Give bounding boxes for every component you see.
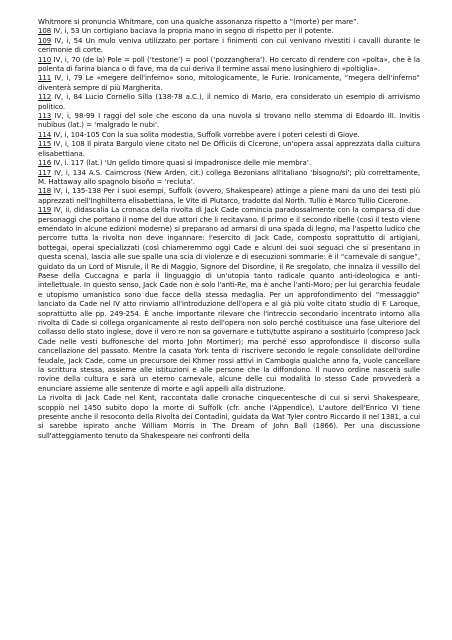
closing-paragraph: La rivolta di Jack Cade nel Kent, raccontata dalle cronache cinquecentesche di cui si servì Shakespeare, scoppiò nel 1450 subito dopo la morte di Suffolk (cfr. anche l'Appendice). L'autore dell'Enrico VI tiene presente anche il resoconto della Rivolta dei Contadini, guidata da Wat Tyler contro Riccardo II nel 1381, a cui si sarebbe ispirato anche William Morris in The Dream of John Ball (1866). Per una discussione sull'atteggiamento tenuto da Shakespeare nei confronti della bbox=[38, 394, 420, 440]
footnote-text: IV, i, 84 Lucio Cornelio Silla (138-78 a.C.), il nemico di Mario, era considerato un esempio di arrivismo politico. bbox=[38, 93, 420, 111]
footnote-number: 108 bbox=[38, 27, 52, 36]
footnote-114 bbox=[38, 131, 420, 140]
footnote-number: 113 bbox=[38, 112, 52, 121]
footnote-text: IV, i, 134 A.S. Cairncross (New Arden, cit.) collega Bezonians all'italiano ‘bisogno/si’; più correttamente, M. Hattaway allo spagnolo bisoño = ‘recluta’. bbox=[38, 168, 420, 186]
footnote-number: 117 bbox=[38, 168, 52, 177]
footnote-119 bbox=[38, 206, 420, 394]
footnote-109 bbox=[38, 37, 420, 56]
footnote-text: IV, i, 53 Un cortigiano baciava la propria mano in segno di rispetto per il potente. bbox=[51, 27, 334, 36]
footnote-111 bbox=[38, 74, 420, 93]
footnote-116 bbox=[38, 159, 420, 168]
footnote-text: IV, i, 70 (de la) Pole = poll (‘testone’) = pool (‘pozzanghera’). Ho cercato di rendere con «polta», che è la polenta di farina bianca o di fave, ma da cui deriva il termine assai meno lusinghiero di «poltiglia». bbox=[38, 55, 420, 74]
footnote-number: 116 bbox=[38, 159, 52, 168]
footnote-number: 119 bbox=[38, 206, 52, 215]
footnote-text: IV, i, 54 Un mulo veniva utilizzato per portare i finimenti con cui venivano rivestiti i cavalli durante le cerimonie di corte. bbox=[38, 36, 420, 55]
footnote-108 bbox=[38, 27, 420, 36]
footnote-text: IV, i. 117 (lat.) ‘Un gelido timore quasi si impadronisce delle mie membra’. bbox=[51, 159, 312, 168]
footnote-number: 109 bbox=[38, 36, 52, 45]
footnote-number: 111 bbox=[38, 74, 52, 83]
notes-text-block bbox=[38, 18, 420, 441]
footnote-number: 112 bbox=[38, 93, 52, 102]
footnote-118 bbox=[38, 187, 420, 206]
footnote-text: IV, i, 135-138 Per i suoi esempi, Suffolk (ovvero, Shakespeare) attinge a piene mani da uno dei testi più apprezzati nell'Inghilterra elisabettiana, le Vite di Plutarco, tradotte dal North. Tullio è Marco Tullio Cicerone. bbox=[38, 187, 420, 205]
footnote-list bbox=[38, 27, 420, 394]
footnote-113 bbox=[38, 112, 420, 131]
footnote-text: IV, i, 98-99 I raggi del sole che escono da una nuvola si trovano nello stemma di Edoardo III. Invitis nubibus (lat.) = ‘malgrado le nubi’. bbox=[38, 112, 420, 130]
footnote-text: IV, ii, didascalia La cronaca della rivolta di Jack Cade comincia paradossalmente con la comparsa di due personaggi che portano il nome del due attori che li recitavano. Il primo e il secondo ribelle (così il testo viene emendato in alcune edizioni moderne) si preparano ad armarsi di una spada di legno, ma l'aspetto ludico che percorre tutta la rivolta non deve ingannare: l'esercito di Jack Cade, composto soprattutto di artigiani, bottegai, operai specializzati (così chiameremmo oggi Cade e alcuni dei suoi seguaci che si presentano in questa scena), lascia alle sue spalle una scia di violenze e di esecuzioni sommarie: è il “carnevale di sangue”, guidato da un Lord of Misrule, il Re di Maggio, Signore del Disordine, il Re sregolato, che innalza il vessillo del Paese della Cuccagna e parla il linguaggio di un'utopia tanto radicale quanto anti-ideologica e anti-intellettuale. In questo senso, Jack Cade non è solo l'anti-Re, ma è anche l'anti-Moro; per lui gerarchia feudale e utopismo umanistico sono due facce della stessa medaglia. Per un approfondimento del “messaggio” lanciato da Cade nel IV atto rinviamo all'introduzione dell'opera e al già più volte citato studio di F. Laroque, soprattutto alle pp. 249-254. È anche importante rilevare che l'intreccio secondario incentrato intorno alla rivolta di Cade si collega organicamente al resto dell'opera non solo perché costituisce una fase ulteriore del collasso dello stato inglese, dove il vero re non sa governare e tutti/tutte aspirano a sostituirlo (compreso Jack Cade nelle vesti buffonesche del morto John Mortimer); ma perché esso approfondisce il discorso sulla cancellazione del passato. Mentre la casata York tenta di riscrivere secondo le regole consolidate dell'ordine feudale, Jack Cade, come un precursore dei Khmer rossi attivi in Cambogia qualche anno fa, vuole cancellare la scrittura stessa, assieme alle istituzioni e alle persone che la diffondono. Il nuovo ordine nascerà sulle rovine della cultura e sarà un eterno carnevale, alcune delle cui modalità lo stesso Cade provvederà a enunciare assieme alle sentenze di morte e agli appelli alla distruzione. bbox=[38, 206, 420, 393]
footnote-number: 114 bbox=[38, 130, 52, 139]
intro-line: Whitmore si pronuncia Whitmare, con una qualche assonanza rispetto a “(morte) per mare”. bbox=[38, 18, 359, 26]
footnote-number: 110 bbox=[38, 55, 52, 64]
footnote-112 bbox=[38, 93, 420, 112]
footnote-text: IV, i, 108 Il pirata Bargulo viene citato nel De Officiis di Cicerone, un'opera assai apprezzata dalla cultura elisabettiana. bbox=[38, 140, 420, 158]
footnote-110 bbox=[38, 56, 420, 75]
footnote-number: 118 bbox=[38, 187, 52, 196]
footnote-text: IV, i, 79 Le «megere dell'inferno» sono, mitologicamente, le Furie. Ironicamente, “megera dell'inferno” diventerà sempre di più Margherita. bbox=[38, 74, 420, 92]
footnote-115 bbox=[38, 140, 420, 159]
footnote-text: IV, i, 104-105 Con la sua solita modestia, Suffolk vorrebbe avere i poteri celesti di Giove. bbox=[51, 130, 360, 139]
footnote-number: 115 bbox=[38, 140, 52, 149]
footnote-117 bbox=[38, 169, 420, 188]
